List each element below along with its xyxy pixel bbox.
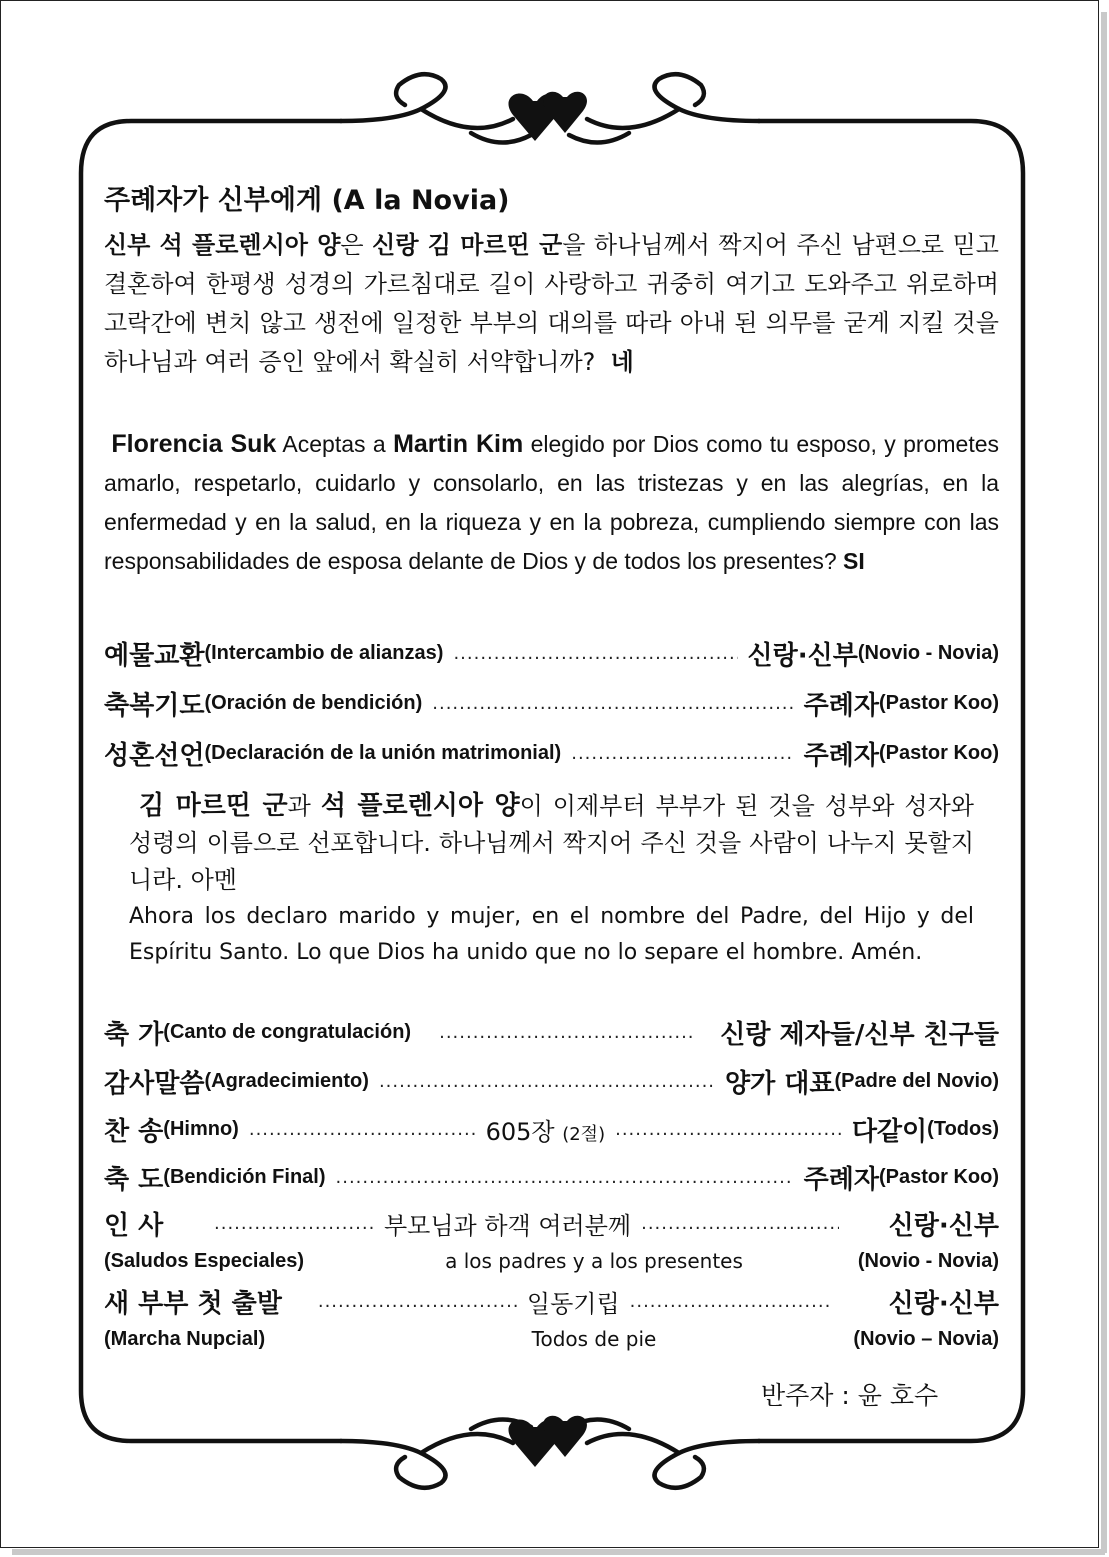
- program-title-es: (Oración de bendición): [204, 691, 423, 714]
- leader-dots: [615, 1119, 842, 1140]
- greeting-who-es: (Novio - Novia): [857, 1249, 999, 1272]
- program-title-kr: 예물교환: [104, 640, 205, 671]
- program-title-kr: 성혼선언: [104, 740, 205, 771]
- program-who-es: (Pastor Koo): [879, 741, 999, 764]
- bride-name-es: Florencia Suk: [111, 430, 277, 458]
- vow-korean: [104, 226, 999, 382]
- leader-dots: [630, 1291, 829, 1312]
- program-row-benediction: [104, 1157, 999, 1197]
- declaration-korean: [129, 788, 974, 899]
- leader-dots: [432, 693, 793, 714]
- leader-dots: [249, 1119, 476, 1140]
- leader-dots: [453, 643, 737, 664]
- groom-name-es: Martin Kim: [393, 430, 524, 458]
- declaration-spanish: Ahora los declaro marido y mujer, en el nombre del Padre, del Hijo y del Espíritu Santo. Lo que Dios ha unido que no lo separe el hombre. Amén.: [129, 904, 974, 965]
- program-who-kr: 주례자: [803, 690, 879, 721]
- hymn-title-es: (Himno): [163, 1117, 239, 1140]
- groom-name-kr: 신랑 김 마르띤 군: [372, 231, 563, 259]
- vow-kr-particle: 은: [340, 231, 373, 259]
- declaration-block: [129, 788, 974, 971]
- march-who-kr: 신랑·신부: [888, 1288, 999, 1319]
- march-title-kr: 새 부부 첫 출발: [104, 1288, 282, 1319]
- vow-kr-answer: 네: [610, 348, 634, 376]
- hymn-who-es: (Todos): [927, 1117, 999, 1140]
- greeting-mid-es: a los padres y a los presentes: [445, 1249, 743, 1273]
- program-title-es: (Bendición Final): [163, 1165, 326, 1188]
- vow-es-answer: SI: [843, 548, 865, 574]
- section-title: 주례자가 신부에게 (A la Novia): [104, 185, 510, 216]
- program-who-es: (Padre del Novio): [834, 1069, 999, 1092]
- program-who-kr: 주례자: [803, 1164, 879, 1195]
- vow-spanish: [104, 425, 999, 581]
- greeting-who-kr: 신랑·신부: [888, 1210, 999, 1241]
- march-mid-es: Todos de pie: [531, 1327, 657, 1351]
- program-title-kr: 축 도: [104, 1164, 164, 1195]
- leader-dots: [641, 1213, 839, 1234]
- decl-groom: 김 마르띤 군: [139, 791, 288, 821]
- program-row-ring-exchange: [104, 633, 999, 673]
- program-who-kr: 주례자: [803, 740, 879, 771]
- program-row-hymn: [104, 1109, 999, 1149]
- leader-dots: [571, 743, 793, 764]
- leader-dots: [336, 1167, 794, 1188]
- page-shadow-right: [1101, 12, 1107, 1553]
- program-title-es: (Canto de congratulación): [163, 1020, 412, 1043]
- march-who-es: (Novio – Novia): [853, 1327, 999, 1350]
- greeting-title-es: (Saludos Especiales): [104, 1249, 305, 1272]
- march-mid-kr: 일동기립: [526, 1289, 620, 1318]
- program-who-es: (Novio - Novia): [857, 641, 999, 664]
- program-who-kr: 신랑·신부: [747, 640, 858, 671]
- leader-dots: [439, 1022, 692, 1043]
- decl-text: 이 이제부터 부부가 된 것을 성부와 성자와 성령의 이름으로 선포합니다. 하나님께서 짝지어 주신 것을 사람이 나누지 못할지니라. 아멘: [129, 792, 974, 894]
- greeting-es-row: [104, 1245, 999, 1277]
- decl-bride: 석 플로렌시아 양: [320, 791, 520, 821]
- program-row-declaration: [104, 733, 999, 773]
- program-row-congratulation-song: [104, 1012, 999, 1052]
- hymn-title-kr: 찬 송: [104, 1116, 164, 1147]
- program-title-es: (Agradecimiento): [204, 1069, 369, 1092]
- program-who-kr: 양가 대표: [724, 1068, 835, 1099]
- program-row-blessing-prayer: [104, 683, 999, 723]
- page-shadow: [12, 1549, 1105, 1555]
- program-who-es: (Pastor Koo): [879, 1165, 999, 1188]
- vow-kr-text: 을 하나님께서 짝지어 주신 남편으로 믿고 결혼하여 한평생 성경의 가르침대로 길이 사랑하고 귀중히 여기고 도와주고 위로하며 고락간에 변치 않고 생전에 일정한 부부의 대의를 따라 아내 된 의무를 굳게 지킬 것을 하나님과 여러 증인 앞에서 확실히 서약합니까?: [104, 231, 999, 376]
- leader-dots: [318, 1291, 517, 1312]
- leader-dots: [214, 1213, 374, 1234]
- vow-es-text2: elegido por Dios como tu esposo, y prometes amarlo, respetarlo, cuidarlo y consolarlo, en las tristezas y en las alegrías, en la enfermedad y en la salud, en la riqueza y en la pobreza, cumpliendo siempre con las responsabilidades de esposa delante de Dios y de todos los presentes?: [104, 431, 999, 574]
- vow-es-text1: Aceptas a: [276, 431, 394, 457]
- program-who-es: (Pastor Koo): [879, 691, 999, 714]
- decl-particle: 과: [287, 792, 321, 820]
- program-row-thanks: [104, 1061, 999, 1101]
- march-title-es: (Marcha Nupcial): [104, 1327, 266, 1350]
- greeting-mid-kr: 부모님과 하객 여러분께: [384, 1211, 632, 1240]
- program-row-greeting: [104, 1203, 999, 1243]
- program-title-es: (Intercambio de alianzas): [204, 641, 444, 664]
- bride-name-kr: 신부 석 플로렌시아 양: [104, 231, 341, 259]
- program-title-kr: 감사말씀: [104, 1068, 205, 1099]
- hymn-who-kr: 다같이: [851, 1116, 928, 1147]
- greeting-title-kr: 인 사: [104, 1210, 164, 1241]
- hymn-number: 605장 (2절): [485, 1117, 606, 1146]
- program-title-kr: 축 가: [104, 1019, 164, 1050]
- program-who-kr: 신랑 제자들/신부 친구들: [720, 1019, 999, 1050]
- program-title-kr: 축복기도: [104, 690, 205, 721]
- program-title-es: (Declaración de la unión matrimonial): [204, 741, 562, 764]
- leader-dots: [379, 1071, 715, 1092]
- accompanist: 반주자 : 윤 호수: [761, 1381, 939, 1410]
- march-es-row: [104, 1323, 999, 1355]
- program-row-march: [104, 1281, 999, 1321]
